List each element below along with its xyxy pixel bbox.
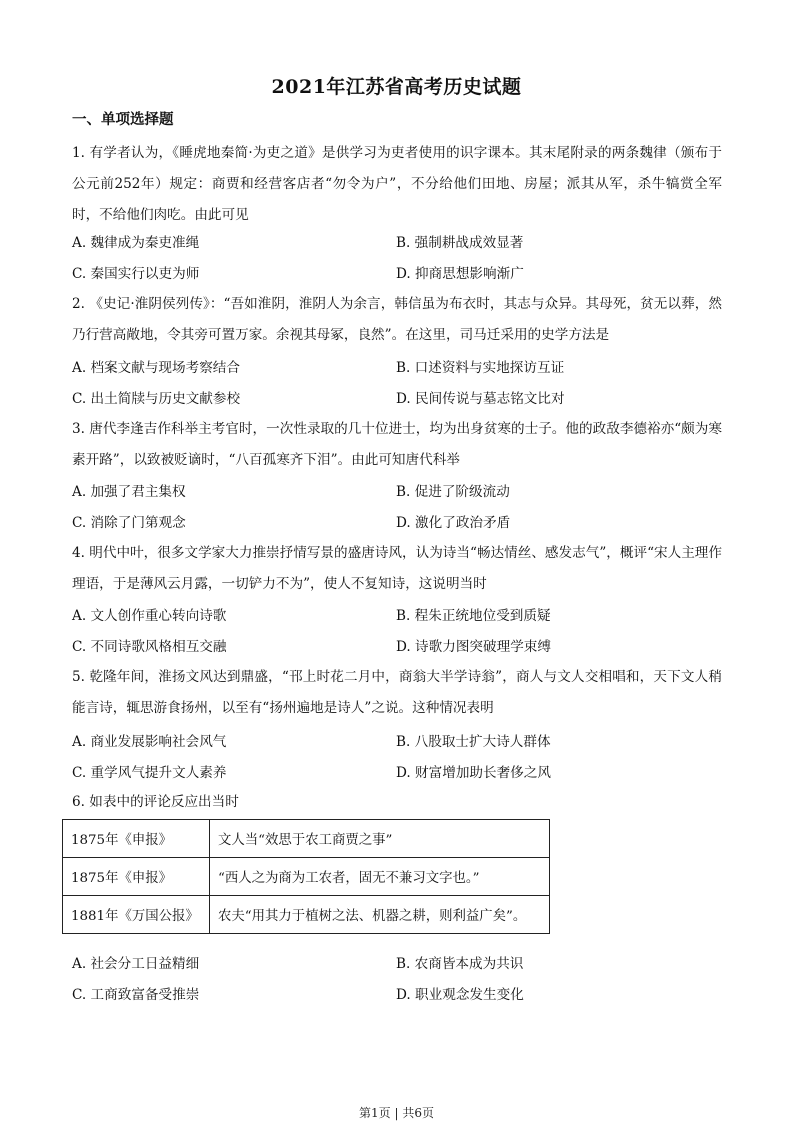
q4-option-c: C. 不同诗歌风格相互交融 xyxy=(72,639,227,655)
q1-option-d: D. 抑商思想影响渐广 xyxy=(396,266,524,282)
q2-option-a: A. 档案文献与现场考察结合 xyxy=(72,360,240,376)
q3-option-a: A. 加强了君主集权 xyxy=(72,484,186,500)
table-row xyxy=(63,858,550,896)
table-cell-quote: 农夫“用其力于植树之法、机器之耕，则利益广矣”。 xyxy=(210,896,550,934)
q1-option-c: C. 秦国实行以吏为师 xyxy=(72,266,200,282)
q2-option-d: D. 民间传说与墓志铭文比对 xyxy=(396,391,565,407)
page-title: 2021年江苏省高考历史试题 xyxy=(271,76,522,98)
q5-option-d: D. 财富增加助长奢侈之风 xyxy=(396,765,551,781)
question-3-stem: 3. 唐代李逢吉作科举主考官时，一次性录取的几十位进士，均为出身贫寒的士子。他的政敌李德裕亦“颇为寒素开路”，以致被贬谪时，“八百孤寒齐下泪”。由此可知唐代科举 xyxy=(72,421,722,468)
q1-option-b: B. 强制耕战成效显著 xyxy=(396,235,524,251)
q1-option-a: A. 魏律成为秦吏准绳 xyxy=(72,235,200,251)
table-cell-source: 1881年《万国公报》 xyxy=(63,896,210,934)
q4-option-a: A. 文人创作重心转向诗歌 xyxy=(72,608,227,624)
table-cell-source: 1875年《申报》 xyxy=(63,858,210,896)
section-heading: 一、单项选择题 xyxy=(72,111,174,128)
question-2-stem: 2. 《史记·淮阴侯列传》：“吾如淮阴，淮阴人为余言，韩信虽为布衣时，其志与众异。其母死，贫无以葬，然乃行营高敞地，令其旁可置万家。余视其母冢，良然”。在这里，司马迁采用的史学方法是 xyxy=(72,296,722,343)
table-row xyxy=(63,896,550,934)
q3-option-c: C. 消除了门第观念 xyxy=(72,515,186,531)
q6-option-a: A. 社会分工日益精细 xyxy=(72,956,200,972)
q5-option-c: C. 重学风气提升文人素养 xyxy=(72,765,227,781)
q4-option-b: B. 程朱正统地位受到质疑 xyxy=(396,608,551,624)
q2-option-c: C. 出土简牍与历史文献参校 xyxy=(72,391,241,407)
table-row xyxy=(63,820,550,858)
evidence-table xyxy=(62,819,550,934)
q5-option-b: B. 八股取士扩大诗人群体 xyxy=(396,734,551,750)
table-cell-quote: 文人当“效思于农工商贾之事” xyxy=(210,820,550,858)
q3-option-b: B. 促进了阶级流动 xyxy=(396,484,510,500)
question-6-stem: 6. 如表中的评论反应出当时 xyxy=(72,794,239,810)
question-5-stem: 5. 乾隆年间，淮扬文风达到鼎盛，“邗上时花二月中，商翁大半学诗翁”，商人与文人交相唱和，天下文人稍能言诗，辄思游食扬州，以至有“扬州遍地是诗人”之说。这种情况表明 xyxy=(72,669,722,716)
table-cell-quote: “西人之为商为工农者，固无不兼习文字也。” xyxy=(210,858,550,896)
q6-option-d: D. 职业观念发生变化 xyxy=(396,987,524,1003)
question-1-stem: 1. 有学者认为，《睡虎地秦简·为吏之道》是供学习为吏者使用的识字课本。其末尾附录的两条魏律（颁布于公元前252年）规定：商贾和经营客店者“勿令为户”，不分给他们田地、房屋；派其从军，杀牛犒赏全军时，不给他们肉吃。由此可见 xyxy=(72,145,722,223)
table-cell-source: 1875年《申报》 xyxy=(63,820,210,858)
q3-option-d: D. 激化了政治矛盾 xyxy=(396,515,511,531)
q5-option-a: A. 商业发展影响社会风气 xyxy=(72,734,227,750)
q2-option-b: B. 口述资料与实地探访互证 xyxy=(396,360,565,376)
page-footer: 第1页 | 共6页 xyxy=(359,1106,434,1120)
q6-option-c: C. 工商致富备受推崇 xyxy=(72,987,200,1003)
question-4-stem: 4. 明代中叶，很多文学家大力推崇抒情写景的盛唐诗风，认为诗当“畅达情丝、感发志气”，概评“宋人主理作理语，于是薄风云月露，一切铲力不为”，使人不复知诗，这说明当时 xyxy=(72,545,722,592)
q4-option-d: D. 诗歌力图突破理学束缚 xyxy=(396,639,551,655)
q6-option-b: B. 农商皆本成为共识 xyxy=(396,956,524,972)
